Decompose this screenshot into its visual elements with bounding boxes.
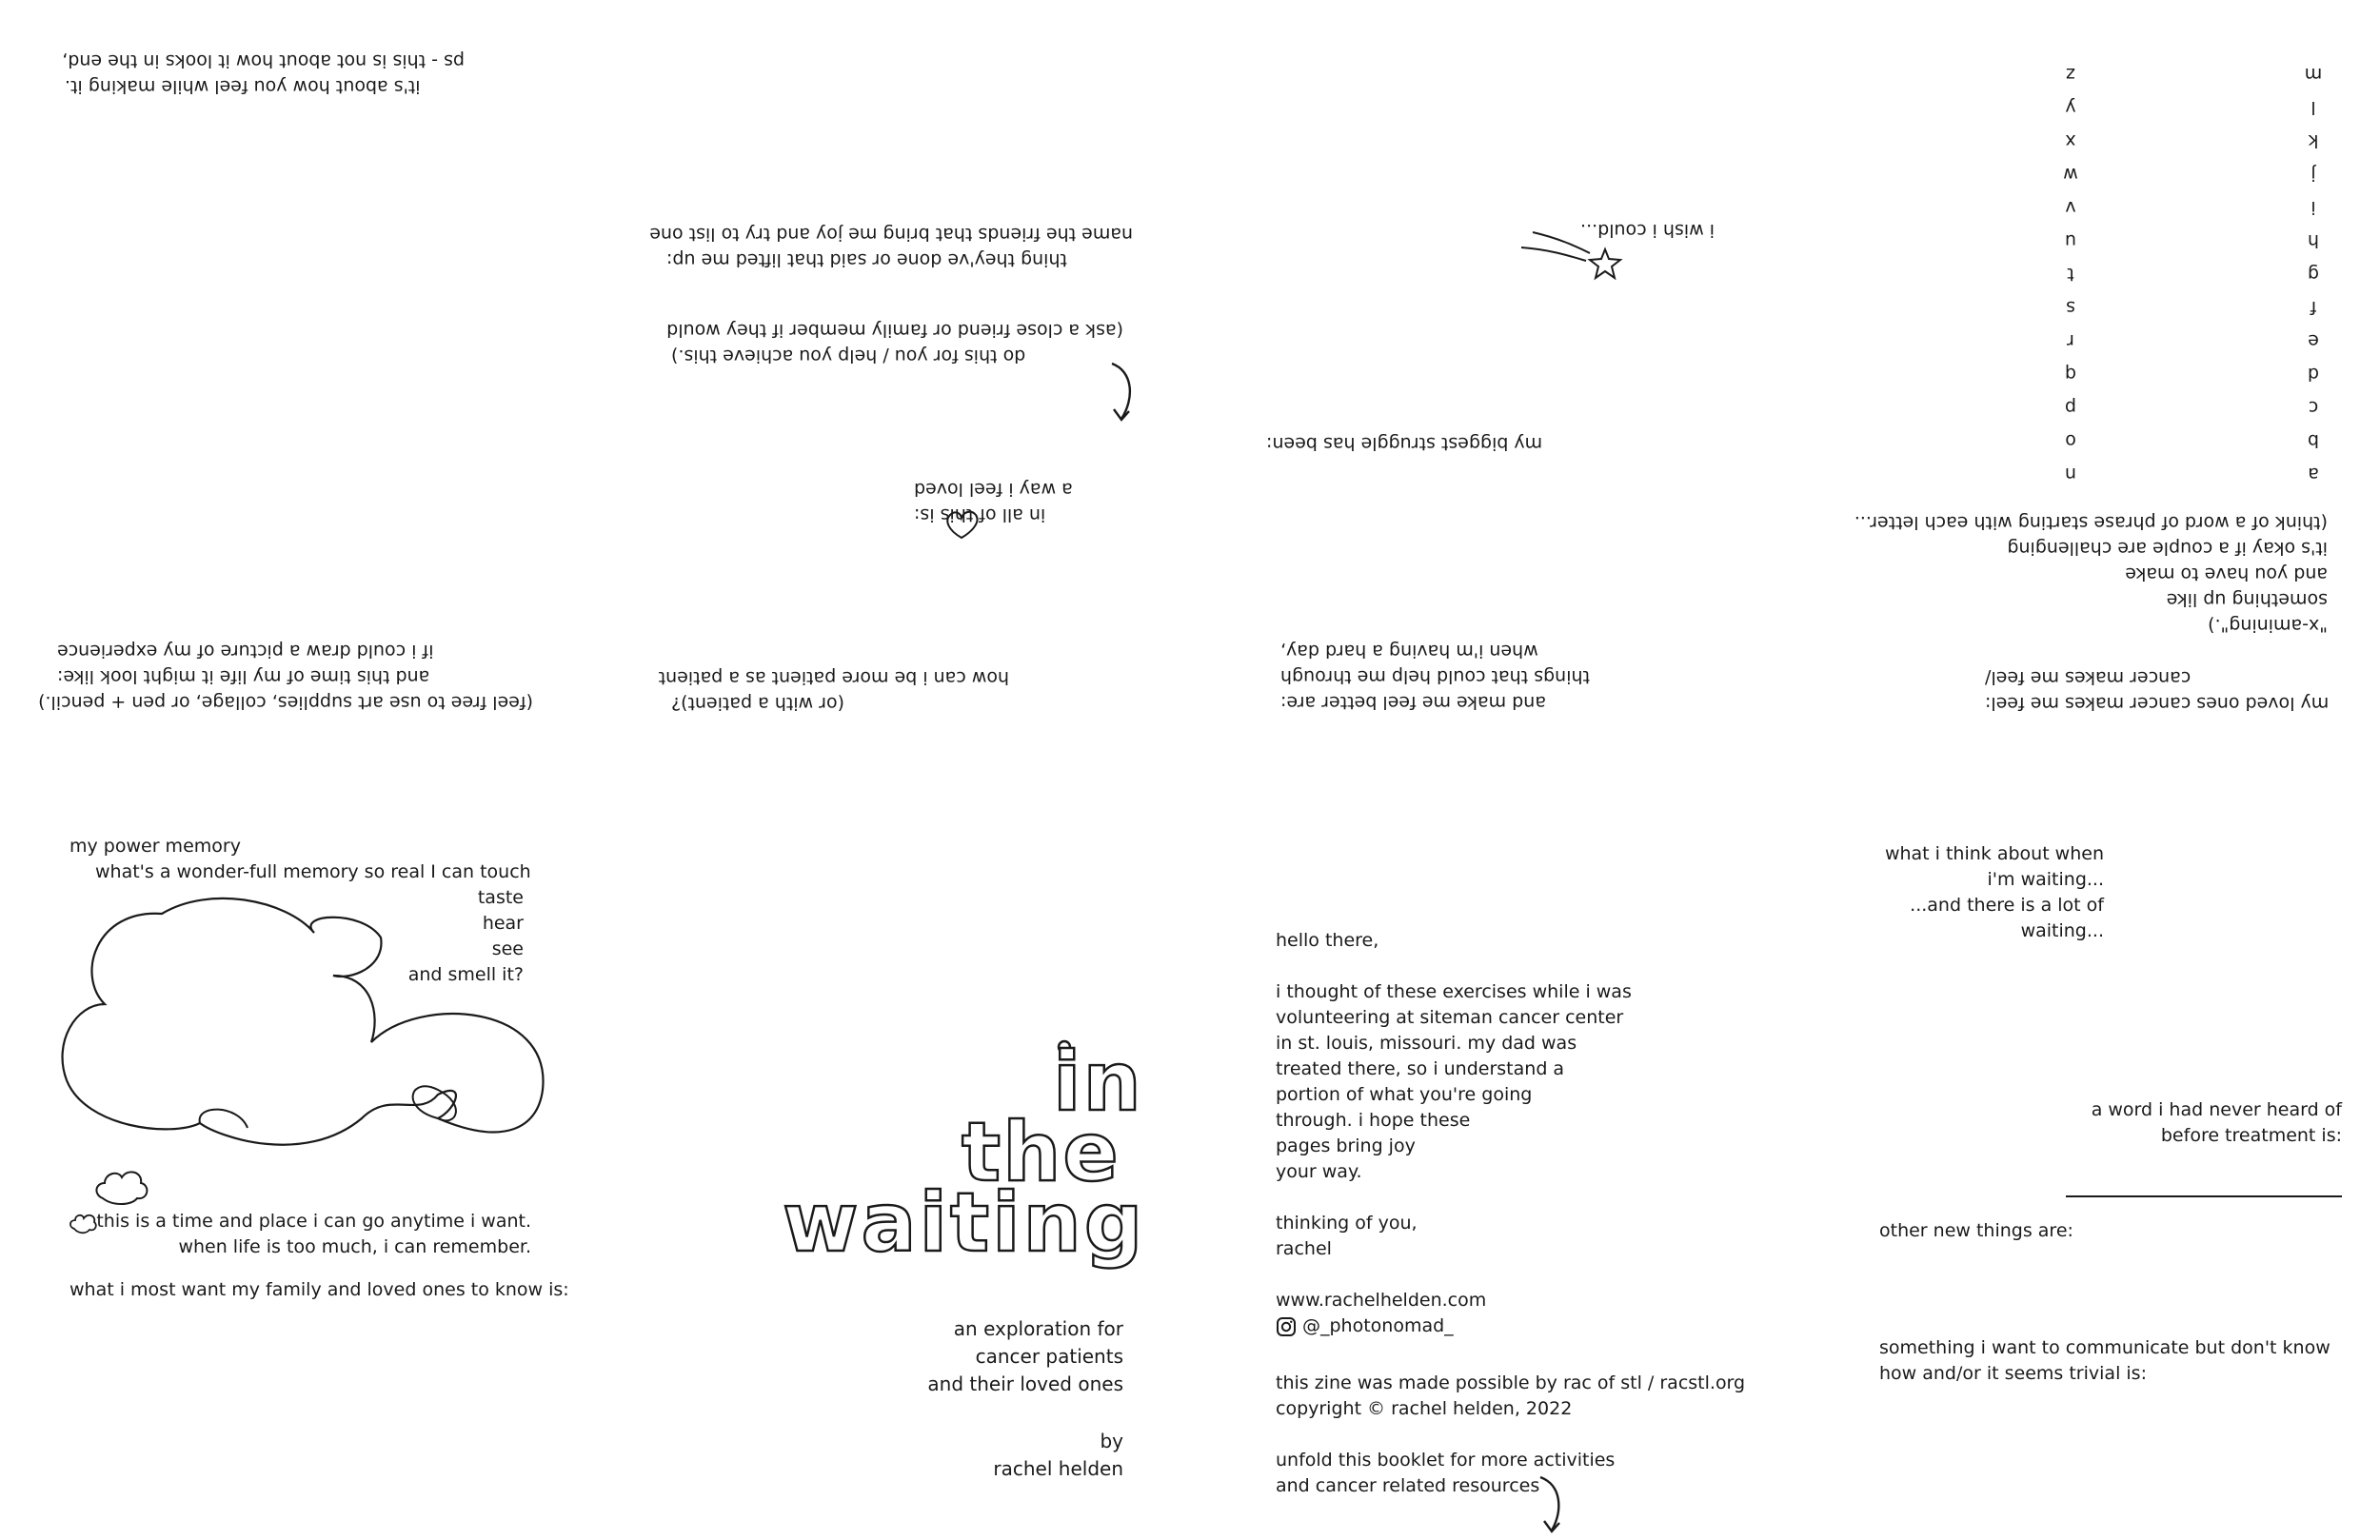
letter-instagram[interactable] (1276, 1313, 1454, 1339)
instagram-icon (1276, 1316, 1297, 1337)
cover-subtitle-2: cancer patients (975, 1345, 1123, 1368)
cover-title (771, 1028, 1152, 1285)
loved-prompt-line-1: a way i feel loved (914, 479, 1073, 500)
waiting-thought-2: i'm waiting... (1987, 869, 2104, 890)
communicate-line-2: how and/or it seems trivial is: (1879, 1363, 2147, 1384)
letter-body-6: through. i hope these (1276, 1110, 1471, 1131)
loved-prompt-line-2: in all of this is: (914, 504, 1046, 525)
alphabet-letter-y: y (2065, 97, 2076, 118)
alphabet-column-a-m (2302, 57, 2325, 490)
letter-body-7: pages bring joy (1276, 1135, 1416, 1156)
alphabet-letter-b: b (2307, 430, 2320, 451)
waiting-thought-1: what i think about when (1884, 843, 2104, 864)
new-word-line-1: a word i had never heard of (2091, 1099, 2342, 1120)
power-memory-closing (95, 1209, 531, 1260)
new-word-answer-line[interactable] (2066, 1195, 2342, 1197)
alphabet-letter-o: o (2065, 430, 2076, 451)
cover-subtitle-1: an exploration for (953, 1317, 1123, 1340)
friends-prompt-line-2: thing they've done or said that lifted me up: (666, 249, 1067, 270)
sense-smell: and smell it? (407, 964, 524, 985)
alphabet-column-n-z (2059, 57, 2082, 490)
patient-prompt-line-1: how can i be more patient as a patient (658, 667, 1009, 688)
hard-day-line-3: and make me feel better are: (1280, 692, 1546, 713)
letter-body-2: volunteering at siteman cancer center (1276, 1007, 1624, 1028)
waiting-thought-4: waiting... (2020, 920, 2104, 941)
friends-hint (666, 317, 1123, 368)
alphabet-letter-s: s (2066, 297, 2075, 318)
cover-byline (838, 1428, 1123, 1483)
ps-note-line-1: it's about how you feel while making it. (65, 76, 421, 97)
power-memory-prompt-text: what's a wonder-full memory so real I can touch (95, 861, 531, 882)
small-cloud-icon (93, 1166, 150, 1208)
thought-cloud-icon (57, 890, 552, 1166)
letter-website[interactable]: www.rachelhelden.com (1276, 1290, 1487, 1311)
friends-hint-line-2: do this for you / help you achieve this.) (671, 346, 1026, 366)
alphabet-letter-g: g (2307, 264, 2320, 285)
letter-unfold-1: unfold this booklet for more activities (1276, 1449, 1616, 1471)
power-memory-closing-2: when life is too much, i can remember. (178, 1236, 531, 1257)
draw-prompt-line-3: (feel free to use art supplies, collage, or pen + pencil.) (38, 692, 533, 713)
draw-prompt (38, 638, 533, 715)
alphabet-letter-h: h (2307, 230, 2320, 251)
cancer-feel-line-1: cancer makes me feel/ (1985, 667, 2192, 688)
alphabet-letter-j: j (2311, 164, 2316, 185)
alphabet-letter-z: z (2066, 64, 2075, 85)
letter-body-4: treated there, so i understand a (1276, 1058, 1565, 1079)
draw-prompt-line-1: if i could draw a picture of my experience (57, 641, 434, 661)
draw-prompt-line-2: and this time of my life it might look like: (57, 666, 430, 687)
struggle-prompt (1266, 430, 1552, 456)
alphabet-letter-r: r (2067, 330, 2074, 351)
alphabet-letter-v: v (2065, 197, 2076, 218)
curved-arrow-down-icon (1535, 1473, 1573, 1540)
letter-unfold-2: and cancer related resources (1276, 1474, 1540, 1496)
cover-author: rachel helden (993, 1457, 1123, 1480)
letter-signoff-2: rachel (1276, 1238, 1332, 1259)
cover-subtitle-3: and their loved ones (927, 1372, 1123, 1395)
cover-subtitle (838, 1315, 1123, 1398)
sense-see: see (491, 938, 524, 959)
communicate-prompt (1879, 1335, 2330, 1387)
hard-day-line-1: when i'm having a hard day, (1280, 641, 1538, 661)
curved-arrow-icon (1104, 360, 1142, 426)
alphabet-letter-c: c (2308, 397, 2319, 418)
letter-body-1: i thought of these exercises while i was (1276, 981, 1632, 1002)
power-memory-closing-1: this is a time and place i can go anytime i want. (96, 1211, 531, 1232)
letter-credits-1: this zine was made possible by rac of stl / racstl.org (1276, 1372, 1746, 1393)
power-memory-title: my power memory (69, 836, 241, 857)
alphabet-letter-w: w (2063, 164, 2078, 185)
title-the: the (962, 1105, 1121, 1200)
alphabet-letter-m: m (2304, 64, 2323, 85)
alphabet-hint (1854, 509, 2328, 638)
letter-greeting: hello there, (1276, 930, 1379, 951)
alphabet-letter-a: a (2308, 464, 2319, 484)
letter-credits-2: copyright © rachel helden, 2022 (1276, 1397, 1573, 1419)
letter (1276, 928, 1745, 1499)
ps-note-line-2: ps - this is not about how it looks in the end, (62, 50, 465, 71)
alphabet-letter-n: n (2064, 464, 2077, 484)
alphabet-letter-t: t (2067, 264, 2074, 285)
patient-prompt (658, 664, 1009, 716)
other-new-prompt: other new things are: (1879, 1220, 2073, 1241)
instagram-handle: @_photonomad_ (1302, 1315, 1454, 1336)
letter-body-8: your way. (1276, 1161, 1362, 1182)
patient-prompt-line-2: (or with a patient)? (671, 693, 845, 714)
alphabet-hint-line-2: it's okay if a couple are challenging (2007, 538, 2328, 559)
alphabet-letter-k: k (2308, 130, 2319, 151)
letter-signoff-1: thinking of you, (1276, 1213, 1418, 1234)
alphabet-letter-f: f (2310, 297, 2317, 318)
title-waiting: waiting (783, 1175, 1146, 1271)
new-word-prompt (2056, 1097, 2342, 1149)
alphabet-letter-e: e (2308, 330, 2319, 351)
alphabet-hint-line-5: "x-amining".) (2208, 615, 2328, 636)
friends-prompt-line-1: name the friends that bring me joy and try to list one (649, 224, 1133, 245)
new-word-line-2: before treatment is: (2160, 1125, 2342, 1146)
alphabet-letter-q: q (2064, 364, 2077, 385)
alphabet-hint-line-1: (think of a word of phrase starting with each letter... (1854, 512, 2328, 533)
cancer-feel-line-2: my loved ones cancer makes me feel: (1985, 693, 2330, 714)
waiting-thoughts (1871, 841, 2104, 944)
sense-hear: hear (482, 913, 524, 934)
cancer-feel-prompt (1985, 664, 2342, 716)
alphabet-letter-p: p (2064, 397, 2077, 418)
shooting-star-icon (1519, 228, 1624, 286)
ps-note (62, 48, 465, 99)
alphabet-letter-i: i (2311, 197, 2316, 218)
tiny-cloud-icon (69, 1212, 97, 1234)
title-in: in (1053, 1035, 1143, 1130)
alphabet-hint-line-3: and you have to make (2125, 563, 2328, 584)
alphabet-letter-u: u (2064, 230, 2077, 251)
struggle-prompt-text: my biggest struggle has been: (1266, 433, 1543, 454)
communicate-line-1: something i want to communicate but don't know (1879, 1337, 2330, 1358)
friends-prompt (649, 221, 1133, 272)
hard-day-line-2: things that could help me through (1280, 666, 1590, 687)
alphabet-letter-d: d (2307, 364, 2320, 385)
wish-prompt-text: i wish i could... (1580, 220, 1716, 241)
alphabet-letter-l: l (2311, 97, 2316, 118)
waiting-thought-3: ...and there is a lot of (1910, 895, 2104, 916)
heart-icon (942, 507, 981, 540)
sense-taste: taste (477, 887, 524, 908)
alphabet-hint-line-4: something up like (2166, 589, 2328, 610)
alphabet-letter-x: x (2065, 130, 2076, 151)
family-prompt: what i most want my family and loved ones to know is: (69, 1279, 569, 1300)
friends-hint-line-1: (ask a close friend or family member if they would (666, 320, 1123, 341)
cover-by: by (1100, 1430, 1123, 1452)
letter-body-3: in st. louis, missouri. my dad was (1276, 1033, 1577, 1054)
hard-day-prompt (1280, 638, 1737, 715)
letter-body-5: portion of what you're going (1276, 1084, 1533, 1105)
